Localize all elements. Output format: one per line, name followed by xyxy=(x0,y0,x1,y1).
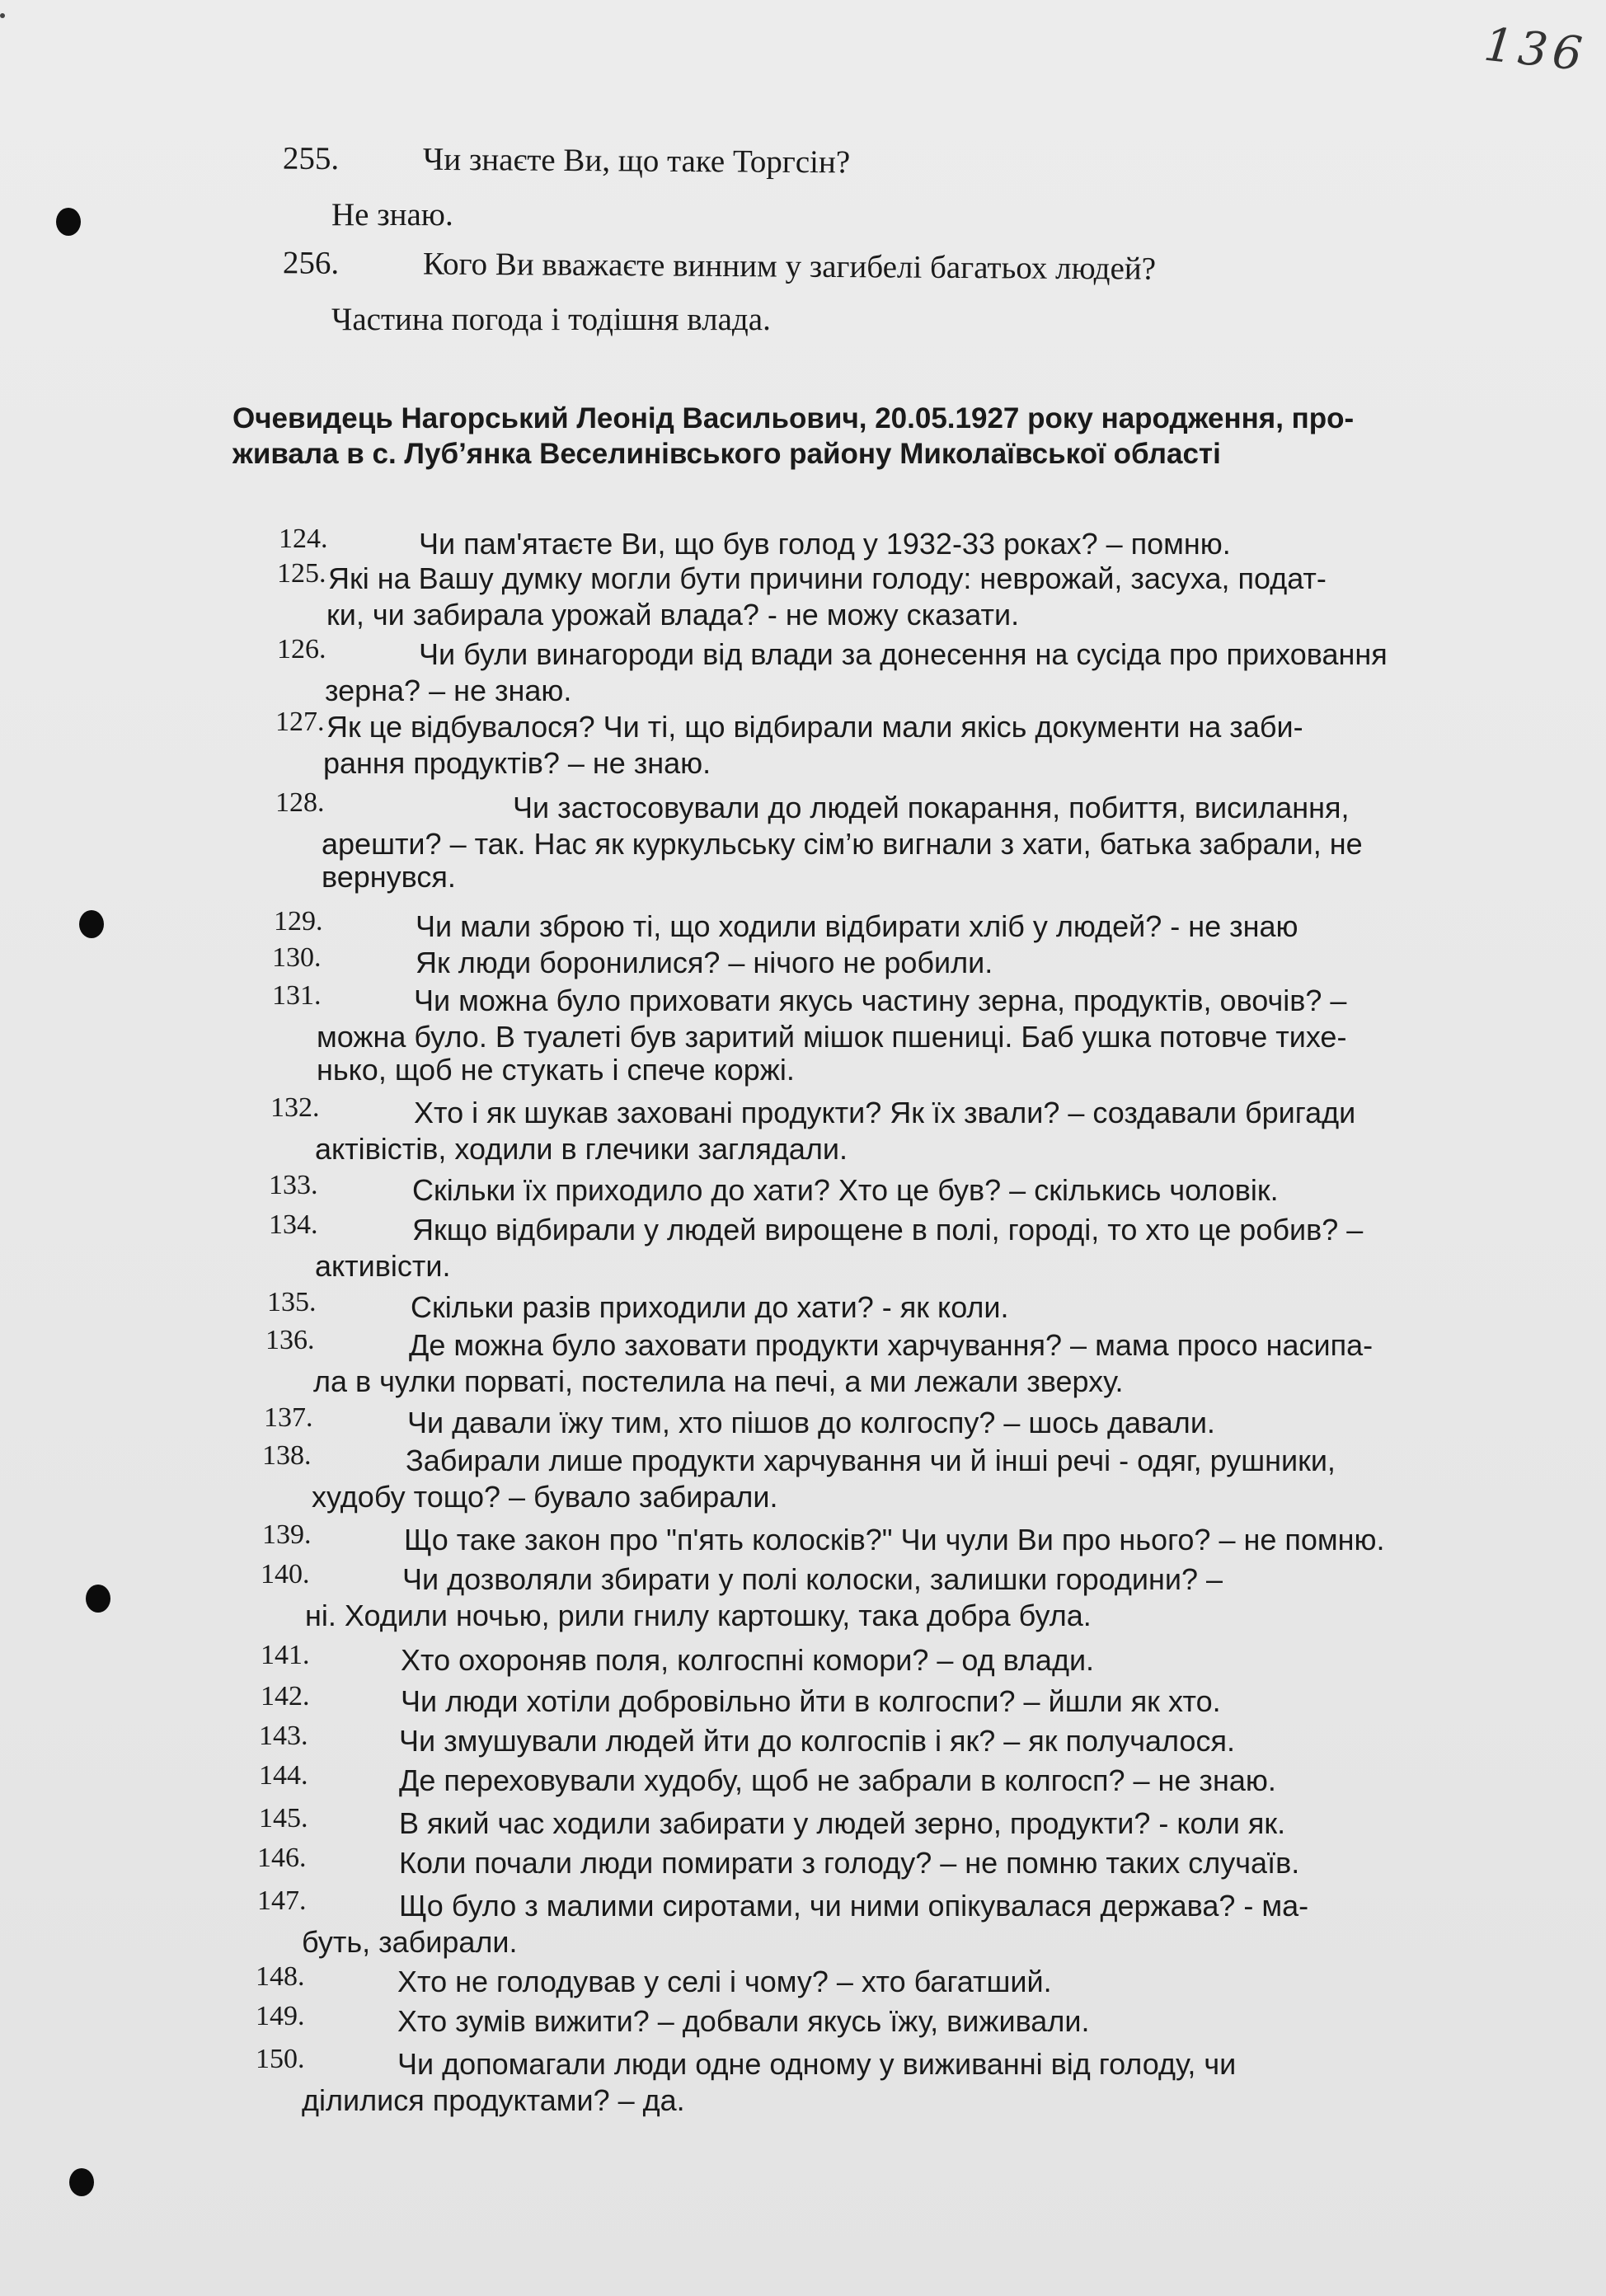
question-number: 143. xyxy=(259,1721,308,1751)
question-number: 146. xyxy=(257,1843,307,1873)
question-number: 134. xyxy=(269,1209,318,1240)
question-text: Де переховували худобу, щоб не забрали в колгосп? – не знаю. xyxy=(399,1763,1276,1797)
handwritten-page-number: 136 xyxy=(1481,17,1590,82)
question-text: Чи люди хотіли добровільно йти в колгоспи? – йшли як хто. xyxy=(401,1684,1221,1718)
punch-hole xyxy=(69,2168,94,2196)
question-text: Скільки їх приходило до хати? Хто це був? – скількись чоловік. xyxy=(412,1173,1279,1207)
question-text: Чи знаєте Ви, що таке Торгсін? xyxy=(422,141,851,181)
answer-continuation: вернувся. xyxy=(322,860,456,894)
punch-hole xyxy=(56,208,81,236)
answer-continuation: буть, забирали. xyxy=(302,1925,518,1959)
answer-continuation: ла в чулки порваті, постелила на печі, а ми лежали зверху. xyxy=(313,1364,1124,1398)
question-number: 145. xyxy=(259,1803,308,1834)
question-text: Що було з малими сиротами, чи ними опікувалася держава? - ма- xyxy=(399,1889,1309,1923)
question-text: Чи змушували людей йти до колгоспів і як? – як получалося. xyxy=(399,1724,1235,1758)
question-text: Забирали лише продукти харчування чи й інші речі - одяг, рушники, xyxy=(406,1444,1336,1477)
answer-continuation: можна було. В туалеті був заритий мішок пшениці. Баб ушка потовче тихе- xyxy=(317,1020,1347,1054)
question-number: 139. xyxy=(262,1519,312,1550)
question-text: Хто не голодував у селі і чому? – хто багатший. xyxy=(397,1965,1052,1998)
question-number: 256. xyxy=(282,245,340,281)
question-number: 255. xyxy=(282,140,340,177)
heading-line: живала в с. Луб’янка Веселинівського району Миколаївської області xyxy=(232,438,1221,470)
question-text: Кого Ви вважаєте винним у загибелі багатьох людей? xyxy=(422,246,1157,287)
question-text: Коли почали люди помирати з голоду? – не помню таких случаїв. xyxy=(399,1846,1300,1880)
question-text: Що таке закон про "п'ять колосків?" Чи чули Ви про нього? – не помню. xyxy=(404,1523,1385,1556)
answer-continuation: ділилися продуктами? – да. xyxy=(302,2083,685,2117)
question-number: 125. xyxy=(277,558,326,589)
answer-continuation: зерна? – не знаю. xyxy=(325,674,572,707)
question-number: 132. xyxy=(270,1092,320,1123)
question-text: Чи давали їжу тим, хто пішов до колгоспу? – шось давали. xyxy=(407,1406,1215,1439)
question-text: Чи можна було приховати якусь частину зерна, продуктів, овочів? – xyxy=(414,984,1347,1017)
question-text: Скільки разів приходили до хати? - як коли. xyxy=(411,1290,1009,1324)
question-text: Чи мали зброю ті, що ходили відбирати хліб у людей? - не знаю xyxy=(416,909,1298,943)
question-number: 138. xyxy=(262,1440,312,1471)
corner-mark xyxy=(0,13,5,18)
punch-hole xyxy=(86,1585,110,1613)
question-text: Хто і як шукав заховані продукти? Як їх звали? – создавали бригади xyxy=(414,1096,1356,1129)
answer-continuation: активісти. xyxy=(315,1249,451,1283)
question-number: 124. xyxy=(279,524,328,554)
question-number: 136. xyxy=(265,1325,315,1355)
question-number: 144. xyxy=(259,1760,308,1791)
question-number: 147. xyxy=(257,1885,307,1916)
question-number: 127. xyxy=(275,707,325,737)
answer-continuation: актівістів, ходили в глечики заглядали. xyxy=(315,1132,848,1166)
question-number: 148. xyxy=(256,1961,305,1992)
answer-continuation: худобу тощо? – бувало забирали. xyxy=(312,1480,778,1514)
question-number: 126. xyxy=(277,634,326,664)
heading-line: Очевидець Нагорський Леонід Васильович, 20.05.1927 року народження, про- xyxy=(232,402,1355,434)
question-text: Чи дозволяли збирати у полі колоски, залишки городини? – xyxy=(402,1562,1223,1596)
question-text: Чи допомагали люди одне одному у виживанні від голоду, чи xyxy=(397,2047,1237,2081)
question-255 xyxy=(283,140,850,181)
question-number: 133. xyxy=(269,1170,318,1200)
question-number: 141. xyxy=(261,1640,310,1670)
question-text: Як люди боронилися? – нічого не робили. xyxy=(416,946,993,979)
question-text: Чи застосовували до людей покарання, побиття, висилання, xyxy=(513,791,1350,824)
question-text: Які на Вашу думку могли бути причини голоду: неврожай, засуха, подат- xyxy=(328,561,1327,595)
question-number: 140. xyxy=(261,1559,310,1589)
answer-continuation: рання продуктів? – не знаю. xyxy=(323,746,711,780)
question-number: 130. xyxy=(272,942,322,973)
question-number: 129. xyxy=(274,906,323,937)
question-number: 149. xyxy=(256,2001,305,2031)
question-text: Хто охороняв поля, колгоспні комори? – од влади. xyxy=(401,1643,1095,1677)
question-number: 131. xyxy=(272,980,322,1011)
punch-hole xyxy=(79,910,104,938)
question-text: В який час ходили забирати у людей зерно, продукти? - коли як. xyxy=(399,1806,1286,1840)
answer-continuation: ні. Ходили ночью, рили гнилу картошку, така добра була. xyxy=(305,1599,1092,1632)
question-number: 150. xyxy=(256,2044,305,2074)
answer-continuation: нько, щоб не стукать і спече коржі. xyxy=(317,1053,795,1087)
question-number: 137. xyxy=(264,1402,313,1433)
question-text: Де можна було заховати продукти харчування? – мама просо насипа- xyxy=(409,1328,1374,1362)
question-number: 128. xyxy=(275,787,325,818)
question-number: 135. xyxy=(267,1287,317,1317)
question-256 xyxy=(283,244,1156,287)
answer-continuation: ки, чи забирала урожай влада? - не можу сказати. xyxy=(326,598,1020,632)
question-text: Чи пам'ятаєте Ви, що був голод у 1932-33 роках? – помню. xyxy=(419,527,1231,561)
question-text: Хто зумів вижити? – добвали якусь їжу, виживали. xyxy=(397,2004,1090,2038)
answer-255: Не знаю. xyxy=(331,197,453,232)
question-text: Чи були винагороди від влади за донесення на сусіда про приховання xyxy=(419,637,1388,671)
answer-continuation: арешти? – так. Нас як куркульську сім’ю вигнали з хати, батька забрали, не xyxy=(322,827,1363,861)
question-text: Якщо відбирали у людей вирощене в полі, городі, то хто це робив? – xyxy=(412,1213,1364,1247)
question-text: Як це відбувалося? Чи ті, що відбирали мали якісь документи на заби- xyxy=(326,710,1303,744)
witness-heading xyxy=(232,401,1494,472)
question-number: 142. xyxy=(261,1681,310,1711)
answer-256: Частина погода і тодішня влада. xyxy=(331,302,771,337)
